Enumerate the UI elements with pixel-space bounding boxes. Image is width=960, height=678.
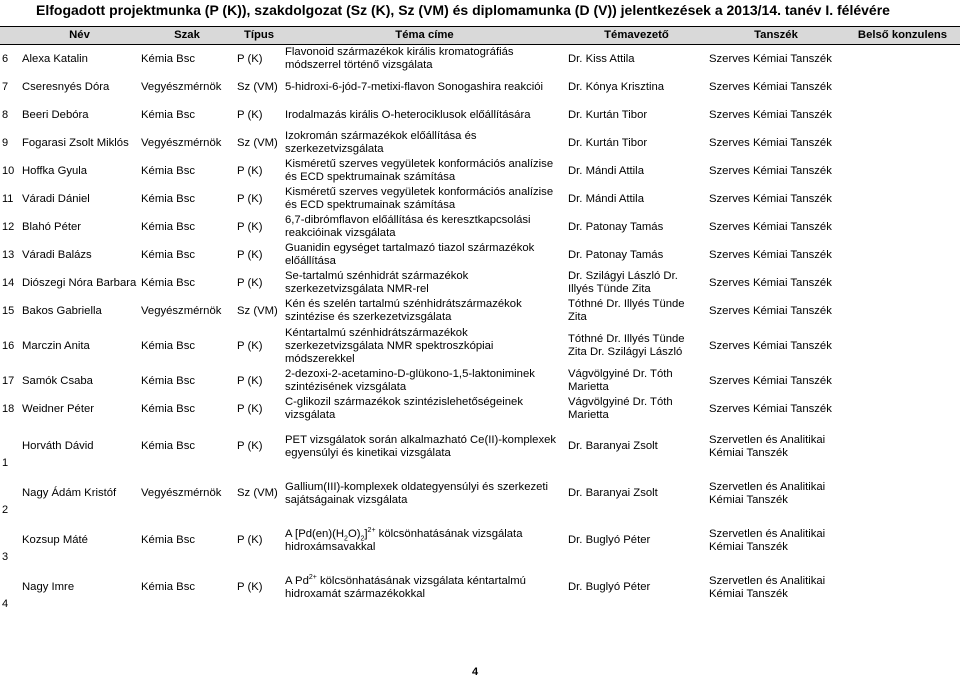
cell-tanszek: Szerves Kémiai Tanszék	[709, 248, 832, 261]
header-temavezeto: Témavezető	[566, 27, 707, 45]
cell-tema: 2-dezoxi-2-acetamino-D-glükono-1,5-laktoniminek szintézisének vizsgálata	[285, 368, 535, 393]
cell-nev: Nagy Imre	[22, 581, 75, 593]
table-row	[0, 269, 960, 297]
cell-szak: Kémia Bsc	[141, 52, 195, 65]
table-row	[0, 241, 960, 269]
tema-superscript: 2+	[367, 526, 376, 534]
cell-tipus: P (K)	[237, 402, 263, 415]
cell-nev: Blahó Péter	[22, 220, 82, 233]
cell-tipus: Sz (VM)	[237, 136, 278, 149]
cell-nev: Váradi Dániel	[22, 192, 90, 205]
cell-szak: Vegyészmérnök	[141, 136, 222, 149]
cell-tipus: P (K)	[237, 440, 263, 452]
row-number: 7	[2, 80, 9, 93]
cell-szak: Kémia Bsc	[141, 339, 195, 352]
page-title: Elfogadott projektmunka (P (K)), szakdolgozat (Sz (K), Sz (VM) és diplomamunka (D (V)) jelentkezések a 2013/14. tanév I. félévére	[36, 2, 890, 18]
table-row	[0, 564, 960, 611]
table-row	[0, 367, 960, 395]
cell-tema: PET vizsgálatok során alkalmazható Ce(II)-komplexek egyensúlyi és kinetikai vizsgálata	[285, 433, 557, 459]
cell-szak: Kémia Bsc	[141, 192, 195, 205]
cell-tanszek: Szerves Kémiai Tanszék	[709, 52, 832, 65]
cell-tipus: P (K)	[237, 374, 263, 387]
cell-szak: Kémia Bsc	[141, 220, 195, 233]
cell-tanszek: Szerves Kémiai Tanszék	[709, 374, 832, 387]
header-tanszek: Tanszék	[707, 27, 845, 45]
cell-temavezeto: Tóthné Dr. Illyés Tünde Zita Dr. Szilágyi László	[568, 333, 685, 358]
cell-tipus: P (K)	[237, 534, 263, 546]
cell-nev: Kozsup Máté	[22, 534, 88, 546]
cell-tema: Kisméretű szerves vegyületek konformációs analízise és ECD spektrumainak számítása	[285, 186, 554, 211]
table-row	[0, 45, 960, 74]
table-row	[0, 297, 960, 325]
cell-szak: Kémia Bsc	[141, 440, 195, 452]
header-num	[0, 27, 20, 45]
cell-tanszek: Szerves Kémiai Tanszék	[709, 108, 832, 121]
cell-szak: Kémia Bsc	[141, 108, 195, 121]
table-row	[0, 157, 960, 185]
cell-belso	[845, 157, 960, 185]
cell-temavezeto: Dr. Patonay Tamás	[568, 220, 664, 233]
cell-nev: Diószegi Nóra Barbara	[22, 276, 137, 289]
cell-tipus: Sz (VM)	[237, 304, 278, 317]
cell-tanszek: Szerves Kémiai Tanszék	[709, 164, 832, 177]
cell-temavezeto: Dr. Mándi Attila	[568, 164, 644, 177]
cell-tipus: P (K)	[237, 192, 263, 205]
cell-szak: Kémia Bsc	[141, 534, 195, 546]
cell-szak: Kémia Bsc	[141, 248, 195, 261]
table-row	[0, 470, 960, 517]
cell-temavezeto: Dr. Baranyai Zsolt	[568, 487, 658, 499]
cell-temavezeto: Dr. Szilágyi László Dr. Illyés Tünde Zita	[568, 270, 678, 295]
cell-szak: Vegyészmérnök	[141, 487, 222, 499]
table-header-row	[0, 27, 960, 45]
cell-temavezeto: Dr. Kurtán Tibor	[568, 108, 648, 121]
page-number: 4	[472, 666, 479, 678]
cell-tema: Izokromán származékok előállítása és szerkezetvizsgálata	[285, 130, 477, 155]
row-number: 18	[2, 402, 15, 415]
tema-superscript: 2+	[308, 573, 317, 581]
cell-temavezeto: Dr. Patonay Tamás	[568, 248, 664, 261]
cell-szak: Kémia Bsc	[141, 164, 195, 177]
cell-temavezeto: Dr. Buglyó Péter	[568, 534, 651, 546]
row-number: 9	[2, 136, 9, 149]
cell-belso	[845, 185, 960, 213]
cell-tanszek: Szervetlen és Analitikai Kémiai Tanszék	[709, 480, 826, 506]
header-belso: Belső konzulens	[845, 27, 960, 45]
cell-szak: Kémia Bsc	[141, 276, 195, 289]
row-number: 8	[2, 108, 9, 121]
cell-tipus: P (K)	[237, 276, 263, 289]
table-row	[0, 101, 960, 129]
cell-temavezeto: Vágvölgyiné Dr. Tóth Marietta	[568, 396, 673, 421]
table-row	[0, 213, 960, 241]
cell-belso	[845, 129, 960, 157]
cell-tanszek: Szervetlen és Analitikai Kémiai Tanszék	[709, 433, 826, 459]
cell-tanszek: Szerves Kémiai Tanszék	[709, 136, 832, 149]
cell-belso	[845, 423, 960, 470]
cell-tipus: P (K)	[237, 52, 263, 65]
cell-tipus: P (K)	[237, 581, 263, 593]
cell-szak: Kémia Bsc	[141, 581, 195, 593]
row-number: 11	[2, 192, 14, 205]
cell-belso	[845, 297, 960, 325]
table-row	[0, 129, 960, 157]
cell-nev: Samók Csaba	[22, 374, 93, 387]
row-number: 17	[2, 374, 15, 387]
header-szak: Szak	[139, 27, 235, 45]
cell-tipus: Sz (VM)	[237, 487, 278, 499]
cell-tipus: Sz (VM)	[237, 80, 278, 93]
tema-subscript: 2	[360, 534, 365, 542]
header-nev: Név	[20, 27, 139, 45]
cell-tanszek: Szerves Kémiai Tanszék	[709, 276, 832, 289]
tema-part: kölcsönhatásának vizsgálata kéntartalmú hidroxamát származékokkal	[285, 574, 526, 600]
cell-szak: Kémia Bsc	[141, 374, 195, 387]
cell-tanszek: Szerves Kémiai Tanszék	[709, 304, 832, 317]
cell-tanszek: Szerves Kémiai Tanszék	[709, 80, 832, 93]
cell-tanszek: Szervetlen és Analitikai Kémiai Tanszék	[709, 574, 826, 600]
cell-nev: Hoffka Gyula	[22, 164, 88, 177]
cell-temavezeto: Dr. Mándi Attila	[568, 192, 644, 205]
cell-belso	[845, 470, 960, 517]
cell-temavezeto: Dr. Buglyó Péter	[568, 581, 651, 593]
cell-tanszek: Szerves Kémiai Tanszék	[709, 192, 832, 205]
cell-tipus: P (K)	[237, 220, 263, 233]
cell-belso	[845, 213, 960, 241]
row-number: 13	[2, 248, 15, 261]
tema-part: ]	[364, 527, 368, 540]
row-number: 10	[2, 164, 15, 177]
cell-nev: Bakos Gabriella	[22, 304, 102, 317]
cell-tema	[283, 517, 566, 564]
table-row	[0, 185, 960, 213]
row-number: 4	[2, 598, 9, 610]
cell-tipus: P (K)	[237, 339, 263, 352]
table-row	[0, 73, 960, 101]
cell-nev: Alexa Katalin	[22, 52, 88, 65]
cell-nev: Váradi Balázs	[22, 248, 92, 261]
cell-nev: Weidner Péter	[22, 402, 95, 415]
cell-szak: Kémia Bsc	[141, 402, 195, 415]
tema-part: A Pd	[285, 574, 309, 587]
cell-tema: Kéntartalmú szénhidrátszármazékok szerkezetvizsgálata NMR spektroszkópiai módszerekkel	[285, 326, 494, 365]
cell-tanszek: Szerves Kémiai Tanszék	[709, 402, 832, 415]
row-number: 2	[2, 504, 9, 516]
tema-part: O)	[347, 527, 361, 540]
table-row	[0, 423, 960, 470]
cell-temavezeto: Tóthné Dr. Illyés Tünde Zita	[568, 298, 685, 323]
header-tema: Téma címe	[283, 27, 566, 45]
cell-temavezeto: Dr. Kiss Attila	[568, 52, 635, 65]
cell-belso	[845, 325, 960, 367]
cell-belso	[845, 241, 960, 269]
cell-tipus: P (K)	[237, 248, 263, 261]
table-row	[0, 395, 960, 423]
cell-nev: Nagy Ádám Kristóf	[22, 487, 117, 499]
cell-temavezeto: Dr. Kónya Krisztina	[568, 80, 665, 93]
cell-tema: Kisméretű szerves vegyületek konformációs analízise és ECD spektrumainak számítása	[285, 158, 554, 183]
cell-tema: 6,7-dibrómflavon előállítása és keresztkapcsolási reakcióinak vizsgálata	[285, 214, 531, 239]
cell-belso	[845, 269, 960, 297]
cell-belso	[845, 45, 960, 74]
cell-temavezeto: Dr. Kurtán Tibor	[568, 136, 648, 149]
cell-szak: Vegyészmérnök	[141, 80, 222, 93]
header-tipus: Típus	[235, 27, 283, 45]
cell-temavezeto: Dr. Baranyai Zsolt	[568, 440, 658, 452]
table-row	[0, 325, 960, 367]
cell-belso	[845, 517, 960, 564]
cell-temavezeto: Vágvölgyiné Dr. Tóth Marietta	[568, 368, 673, 393]
table-row	[0, 517, 960, 564]
cell-tanszek: Szervetlen és Analitikai Kémiai Tanszék	[709, 527, 826, 553]
cell-tipus: P (K)	[237, 108, 263, 121]
cell-tema: Guanidin egységet tartalmazó tiazol származékok előállítása	[285, 242, 535, 267]
cell-nev: Beeri Debóra	[22, 108, 89, 121]
cell-tema: Se-tartalmú szénhidrát származékok szerkezetvizsgálata NMR-rel	[285, 270, 469, 295]
row-number: 6	[2, 52, 9, 65]
cell-tema: C-glikozil származékok szintézislehetőségeinek vizsgálata	[285, 396, 523, 421]
row-number: 12	[2, 220, 15, 233]
cell-tipus: P (K)	[237, 164, 263, 177]
tema-part: kölcsönhatásának vizsgálata hidroxámsavakkal	[285, 527, 523, 553]
row-number: 3	[2, 551, 9, 563]
registrations-table	[0, 26, 960, 611]
cell-tema: Gallium(III)-komplexek oldategyensúlyi és szerkezeti sajátságainak vizsgálata	[285, 480, 549, 506]
row-number: 1	[2, 457, 9, 469]
cell-tema: Irodalmazás királis O-heterociklusok előállítására	[285, 108, 531, 121]
cell-belso	[845, 101, 960, 129]
cell-tema: 5-hidroxi-6-jód-7-metixi-flavon Sonogashira reakciói	[285, 80, 544, 93]
cell-belso	[845, 395, 960, 423]
cell-tanszek: Szerves Kémiai Tanszék	[709, 339, 832, 352]
cell-belso	[845, 367, 960, 395]
cell-tema: Kén és szelén tartalmú szénhidrátszármazékok szintézise és szerkezetvizsgálata	[285, 298, 522, 323]
cell-tanszek: Szerves Kémiai Tanszék	[709, 220, 832, 233]
row-number: 15	[2, 304, 15, 317]
row-number: 14	[2, 276, 15, 289]
cell-szak: Vegyészmérnök	[141, 304, 222, 317]
cell-belso	[845, 73, 960, 101]
cell-nev: Marczin Anita	[22, 339, 90, 352]
tema-subscript: 2	[344, 534, 348, 542]
tema-part: A [Pd(en)(H	[285, 527, 345, 540]
cell-nev: Horváth Dávid	[22, 440, 94, 452]
cell-belso	[845, 564, 960, 611]
cell-tema: Flavonoid származékok királis kromatográfiás módszerrel történő vizsgálata	[285, 46, 514, 71]
row-number: 16	[2, 339, 15, 352]
cell-nev: Fogarasi Zsolt Miklós	[22, 136, 129, 149]
cell-nev: Cseresnyés Dóra	[22, 80, 110, 93]
cell-tema	[283, 564, 566, 611]
